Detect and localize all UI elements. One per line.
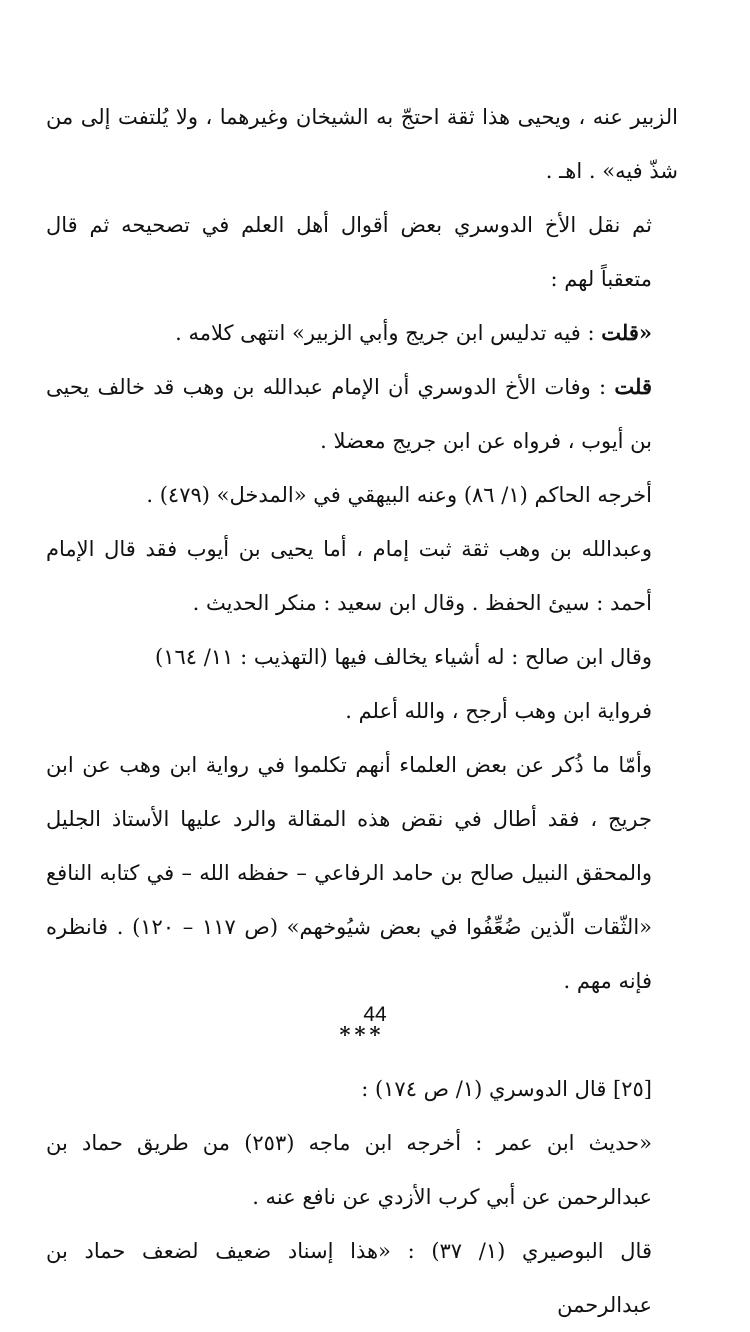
page-text-body [46, 90, 678, 1332]
paragraph-text: الزبير عنه ، ويحيى هذا ثقة احتجّ به الشيخان وغيرهما ، ولا يُلتفت إلى من شذّ فيه» . اهـ . [46, 105, 678, 183]
paragraph-4 [46, 360, 678, 468]
paragraph-text: ثم نقل الأخ الدوسري بعض أقوال أهل العلم في تصحيحه ثم قال متعقباً لهم : [46, 213, 652, 291]
paragraph-text: فرواية ابن وهب أرجح ، والله أعلم . [345, 699, 652, 723]
paragraph-text: وعبدالله بن وهب ثقة ثبت إمام ، أما يحيى بن أيوب فقد قال الإمام أحمد : سيئ الحفظ . وقال ابن سعيد : منكر الحديث . [46, 537, 652, 615]
paragraph-text: [٢٥] قال الدوسري (١/ ص ١٧٤) : [361, 1077, 652, 1101]
paragraph-2 [46, 198, 678, 306]
qultu-label: قلت [614, 374, 652, 399]
paragraph-text: أخرجه الحاكم (١/ ٨٦) وعنه البيهقي في «المدخل» (٤٧٩) . [146, 483, 652, 507]
paragraph-5 [46, 468, 678, 522]
section-separator: *** [339, 1022, 385, 1047]
paragraph-8 [46, 684, 678, 738]
paragraph-10 [46, 1062, 678, 1116]
paragraph-text: : فيه تدليس ابن جريج وأبي الزبير» انتهى كلامه . [175, 321, 602, 345]
page-number: 44 [363, 1003, 387, 1026]
paragraph-6 [46, 522, 678, 630]
paragraph-9 [46, 738, 678, 1008]
paragraph-text: : وفات الأخ الدوسري أن الإمام عبدالله بن وهب قد خالف يحيى بن أيوب ، فرواه عن ابن جريج معضلا . [46, 375, 652, 453]
paragraph-11 [46, 1116, 678, 1224]
paragraph-7 [46, 630, 678, 684]
paragraph-text: «حديث ابن عمر : أخرجه ابن ماجه (٢٥٣) من طريق حماد بن عبدالرحمن عن أبي كرب الأزدي عن نافع عنه . [46, 1131, 652, 1209]
paragraph-text: وقال ابن صالح : له أشياء يخالف فيها (التهذيب : ١١/ ١٦٤) [155, 645, 652, 669]
paragraph-1 [46, 90, 678, 198]
paragraph-text: وأمّا ما ذُكر عن بعض العلماء أنهم تكلموا في رواية ابن وهب عن ابن جريج ، فقد أطال في نقض هذه المقالة والرد عليها الأستاذ الجليل والمحقق النبيل صالح بن حامد الرفاعي – حفظه الله – في كتابه النافع «الثّقات الّذين ضُعِّفُوا في بعض شيُوخهم» (ص ١١٧ – ١٢٠) . فانظره فإنه مهم . [46, 753, 652, 993]
qultu-label: «قلت [601, 320, 652, 345]
paragraph-text: قال البوصيري (١/ ٣٧) : «هذا إسناد ضعيف لضعف حماد بن عبدالرحمن [46, 1239, 652, 1317]
paragraph-12 [46, 1224, 678, 1332]
paragraph-3 [46, 306, 678, 360]
